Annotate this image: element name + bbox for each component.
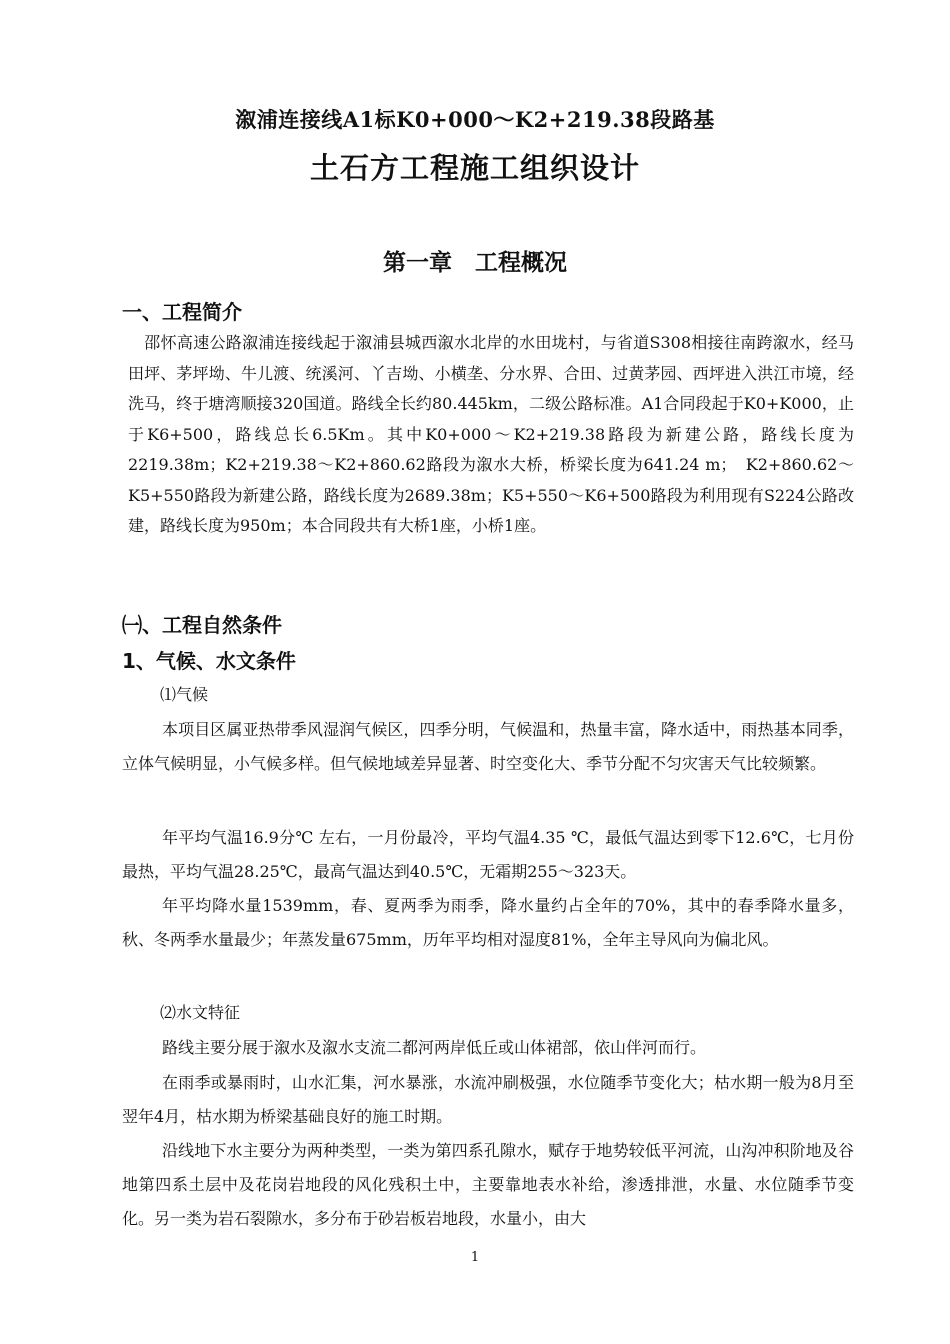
hydrology-paragraph-2: 在雨季或暴雨时，山水汇集，河水暴涨，水流冲刷极强，水位随季节变化大；枯水期一般为8月至翌年4月，枯水期为桥梁基础良好的施工时期。 — [122, 1073, 854, 1126]
climate-paragraph-1: 本项目区属亚热带季风湿润气候区，四季分明，气候温和，热量丰富，降水适中，雨热基本同季，立体气候明显，小气候多样。但气候地域差异显著、时空变化大、季节分配不匀灾害天气比较频繁。 — [122, 720, 854, 773]
subsection-heading-climate-hydrology: 1、气候、水文条件 — [122, 649, 296, 673]
project-intro-paragraph: 邵怀高速公路溆浦连接线起于溆浦县城西溆水北岸的水田垅村，与省道S308相接往南跨溆水，经马田坪、茅坪坳、牛儿渡、统溪河、丫吉坳、小横垄、分水界、合田、过黄茅园、西坪进入洪江市境，经洗马，终于塘湾顺接320国道。路线全长约80.445km，二级公路标准。A1合同段起于K0+K000，止于K6+500，路线总长6.5Km。其中K0+000～K2+219.38路段为新建公路，路线长度为2219.38m；K2+219.38～K2+860.62路段为溆水大桥，桥梁长度为641.24 m； K2+860.62～K5+550路段为新建公路，路线长度为2689.38m；K5+550～K6+500路段为利用现有S224公路改建，路线长度为950m；本合同段共有大桥1座，小桥1座。 — [128, 333, 854, 535]
chapter-title: 第一章 工程概况 — [383, 250, 567, 276]
document-title-line2: 土石方工程施工组织设计 — [309, 151, 640, 185]
hydrology-paragraph-3: 沿线地下水主要分为两种类型，一类为第四系孔隙水，赋存于地势较低平河流，山沟冲积阶地及谷地第四系土层中及花岗岩地段的风化残积土中，主要靠地表水补给，渗透排泄，水量、水位随季节变化。另一类为岩石裂隙水，多分布于砂岩板岩地段，水量小，由大 — [122, 1141, 854, 1228]
hydrology-paragraph-1: 路线主要分展于溆水及溆水支流二都河两岸低丘或山体裙部，依山伴河而行。 — [162, 1038, 707, 1057]
document-title-line1: 溆浦连接线A1标K0+000～K2+219.38段路基 — [235, 107, 715, 132]
subsection-heading-natural-conditions: ㈠、工程自然条件 — [122, 613, 282, 637]
hydrology-label: ⑵水文特征 — [160, 1003, 241, 1022]
climate-paragraph-3: 年平均降水量1539mm，春、夏两季为雨季，降水量约占全年的70%，其中的春季降水量多，秋、冬两季水量最少；年蒸发量675mm，历年平均相对湿度81%，全年主导风向为偏北风。 — [122, 896, 854, 949]
climate-paragraph-2: 年平均气温16.9分℃ 左右，一月份最冷，平均气温4.35 ℃，最低气温达到零下12.6℃，七月份最热，平均气温28.25℃，最高气温达到40.5℃，无霜期255～323天。 — [122, 828, 854, 881]
page-number: 1 — [470, 1250, 480, 1265]
section-heading-project-intro: 一、工程简介 — [122, 300, 242, 324]
climate-label: ⑴气候 — [160, 685, 209, 704]
